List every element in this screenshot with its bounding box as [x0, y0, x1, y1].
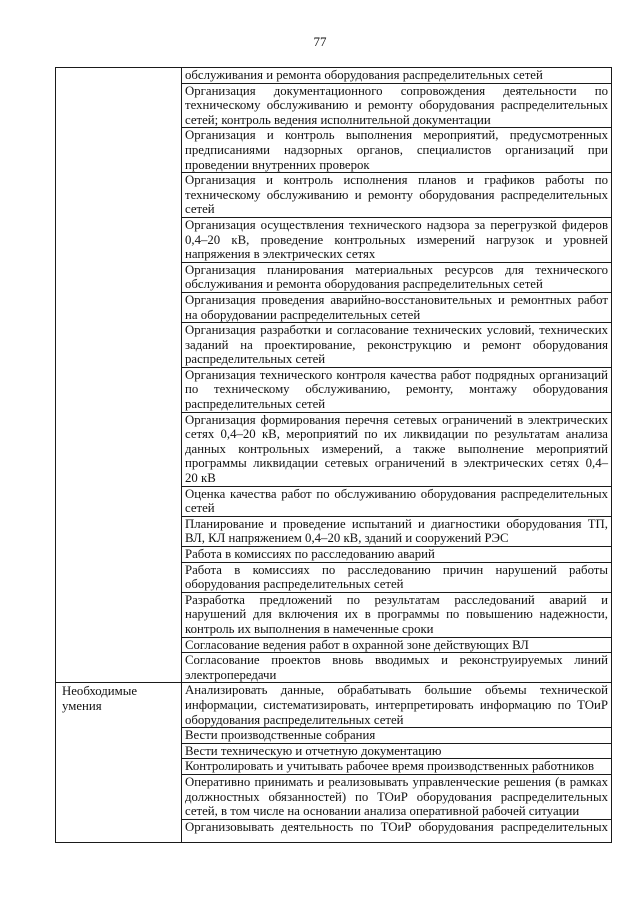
table-section: [56, 682, 611, 841]
text-line: по техническому обслуживанию, ремонту, монтажу оборудования: [185, 382, 608, 397]
section-cells-column: [182, 68, 611, 682]
section-label-cell: [56, 68, 182, 682]
text-line: Оценка качества работ по обслуживанию оборудования распределительных: [185, 486, 608, 501]
table-cell: [182, 292, 611, 322]
text-line: техническому обслуживанию и ремонту оборудования распределительных: [185, 98, 608, 113]
table-cell: [182, 68, 611, 83]
table-cell: [182, 652, 611, 682]
text-line: Вести производственные собрания: [185, 728, 376, 743]
table-cell: [182, 516, 611, 546]
text-line: сетей, в том числе на основании анализа оперативной рабочей ситуации: [185, 804, 580, 819]
table-cell: [182, 774, 611, 819]
text-line: должностных обязанностей) по ТОиР оборудования распределительных: [185, 789, 608, 804]
text-line: оборудования распределительных сетей: [185, 577, 404, 592]
table-section: [56, 68, 611, 682]
text-line: Организация документационного сопровождения деятельности по: [185, 83, 608, 98]
table-cell: [182, 172, 611, 217]
table-cell: [182, 262, 611, 292]
text-line: Разработка предложений по результатам расследований аварий и: [185, 592, 608, 607]
table-cell: [182, 217, 611, 262]
text-line: 20 кВ: [185, 471, 216, 486]
text-line: Организация технического контроля качества работ подрядных организаций: [185, 367, 608, 382]
text-line: Организация и контроль выполнения мероприятий, предусмотренных: [185, 128, 608, 143]
competency-table: [55, 67, 612, 843]
text-line: Организация разработки и согласование технических условий, технических: [185, 323, 608, 338]
text-line: Организация проведения аварийно-восстановительных и ремонтных работ: [185, 292, 608, 307]
text-line: Организовывать деятельность по ТОиР оборудования распределительных: [185, 819, 608, 834]
text-line: Организация формирования перечня сетевых ограничений в электрических: [185, 412, 608, 427]
text-line: предписаниями надзорных органов, специалистов организаций при: [185, 142, 608, 157]
text-line: Работа в комиссиях по расследованию причин нарушений работы: [185, 562, 608, 577]
text-line: информации, систематизировать, интерпретировать информацию по ТОиР: [185, 697, 608, 712]
text-line: 0,4–20 кВ, проведение контрольных измерений нагрузок и уровней: [185, 232, 608, 247]
text-line: Организация и контроль исполнения планов и графиков работы по: [185, 173, 608, 188]
section-label-cell: Необходимые умения: [56, 683, 182, 841]
text-line: контроль их выполнения в намеченные сроки: [185, 621, 434, 636]
table-cell: [182, 546, 611, 562]
text-line: обслуживания и ремонта оборудования распределительных сетей: [185, 277, 543, 292]
text-line: Организация планирования материальных ресурсов для технического: [185, 262, 608, 277]
table-cell: [182, 127, 611, 172]
text-line: проведении внутренних проверок: [185, 157, 370, 172]
table-cell: [182, 758, 611, 774]
text-line: программы ликвидации сетевых ограничений в электрических сетях 0,4–: [185, 456, 608, 471]
text-line: сетей: [185, 202, 215, 217]
text-line: Организация осуществления технического надзора за перегрузкой фидеров: [185, 217, 608, 232]
text-line: Вести техническую и отчетную документацию: [185, 743, 442, 758]
text-line: на оборудовании распределительных сетей: [185, 307, 421, 322]
page-number: 77: [313, 34, 327, 49]
text-line: Согласование проектов вновь вводимых и реконструируемых линий: [185, 653, 608, 668]
table-cell: [182, 486, 611, 516]
table-cell: [182, 637, 611, 653]
table-cell: [182, 367, 611, 412]
table-cell: [182, 592, 611, 637]
text-line: сетей; контроль ведения исполнительной документации: [185, 112, 491, 127]
text-line: Контролировать и учитывать рабочее время производственных работников: [185, 759, 595, 774]
text-line: напряжения в электрических сетях: [185, 247, 376, 262]
text-line: Анализировать данные, обрабатывать большие объемы технической: [185, 683, 608, 698]
text-line: сетей: [185, 501, 215, 516]
text-line: оборудования распределительных сетей: [185, 712, 404, 727]
table-cell: [182, 743, 611, 759]
text-line: заданий на проектирование, реконструкцию и ремонт оборудования: [185, 337, 608, 352]
table-cell: [182, 727, 611, 743]
text-line: нарушений для включения их в программы по повышению надежности,: [185, 607, 608, 622]
text-line: техническому обслуживанию и ремонту оборудования распределительных: [185, 187, 608, 202]
text-line: ВЛ, КЛ напряжением 0,4–20 кВ, зданий и сооружений РЭС: [185, 531, 509, 546]
table-cell: [182, 562, 611, 592]
text-line: Планирование и проведение испытаний и диагностики оборудования ТП,: [185, 516, 608, 531]
text-line: данных контрольных измерений, а также выполнение мероприятий: [185, 441, 608, 456]
table-cell: [182, 322, 611, 367]
text-line: распределительных сетей: [185, 397, 326, 412]
table-cell: [182, 83, 611, 128]
text-line: Оперативно принимать и реализовывать управленческие решения (в рамках: [185, 774, 608, 789]
text-line: Работа в комиссиях по расследованию аварий: [185, 547, 435, 561]
text-line: обслуживания и ремонта оборудования распределительных сетей: [185, 68, 543, 82]
table-cell: [182, 683, 611, 727]
text-line: электропередачи: [185, 667, 277, 682]
section-cells-column: [182, 683, 611, 841]
text-line: сетях 0,4–20 кВ, мероприятий по их ликвидации по результатам анализа: [185, 427, 608, 442]
table-cell: [182, 819, 611, 842]
table-cell: [182, 412, 611, 486]
text-line: распределительных сетей: [185, 352, 326, 367]
text-line: Согласование ведения работ в охранной зоне действующих ВЛ: [185, 637, 529, 652]
